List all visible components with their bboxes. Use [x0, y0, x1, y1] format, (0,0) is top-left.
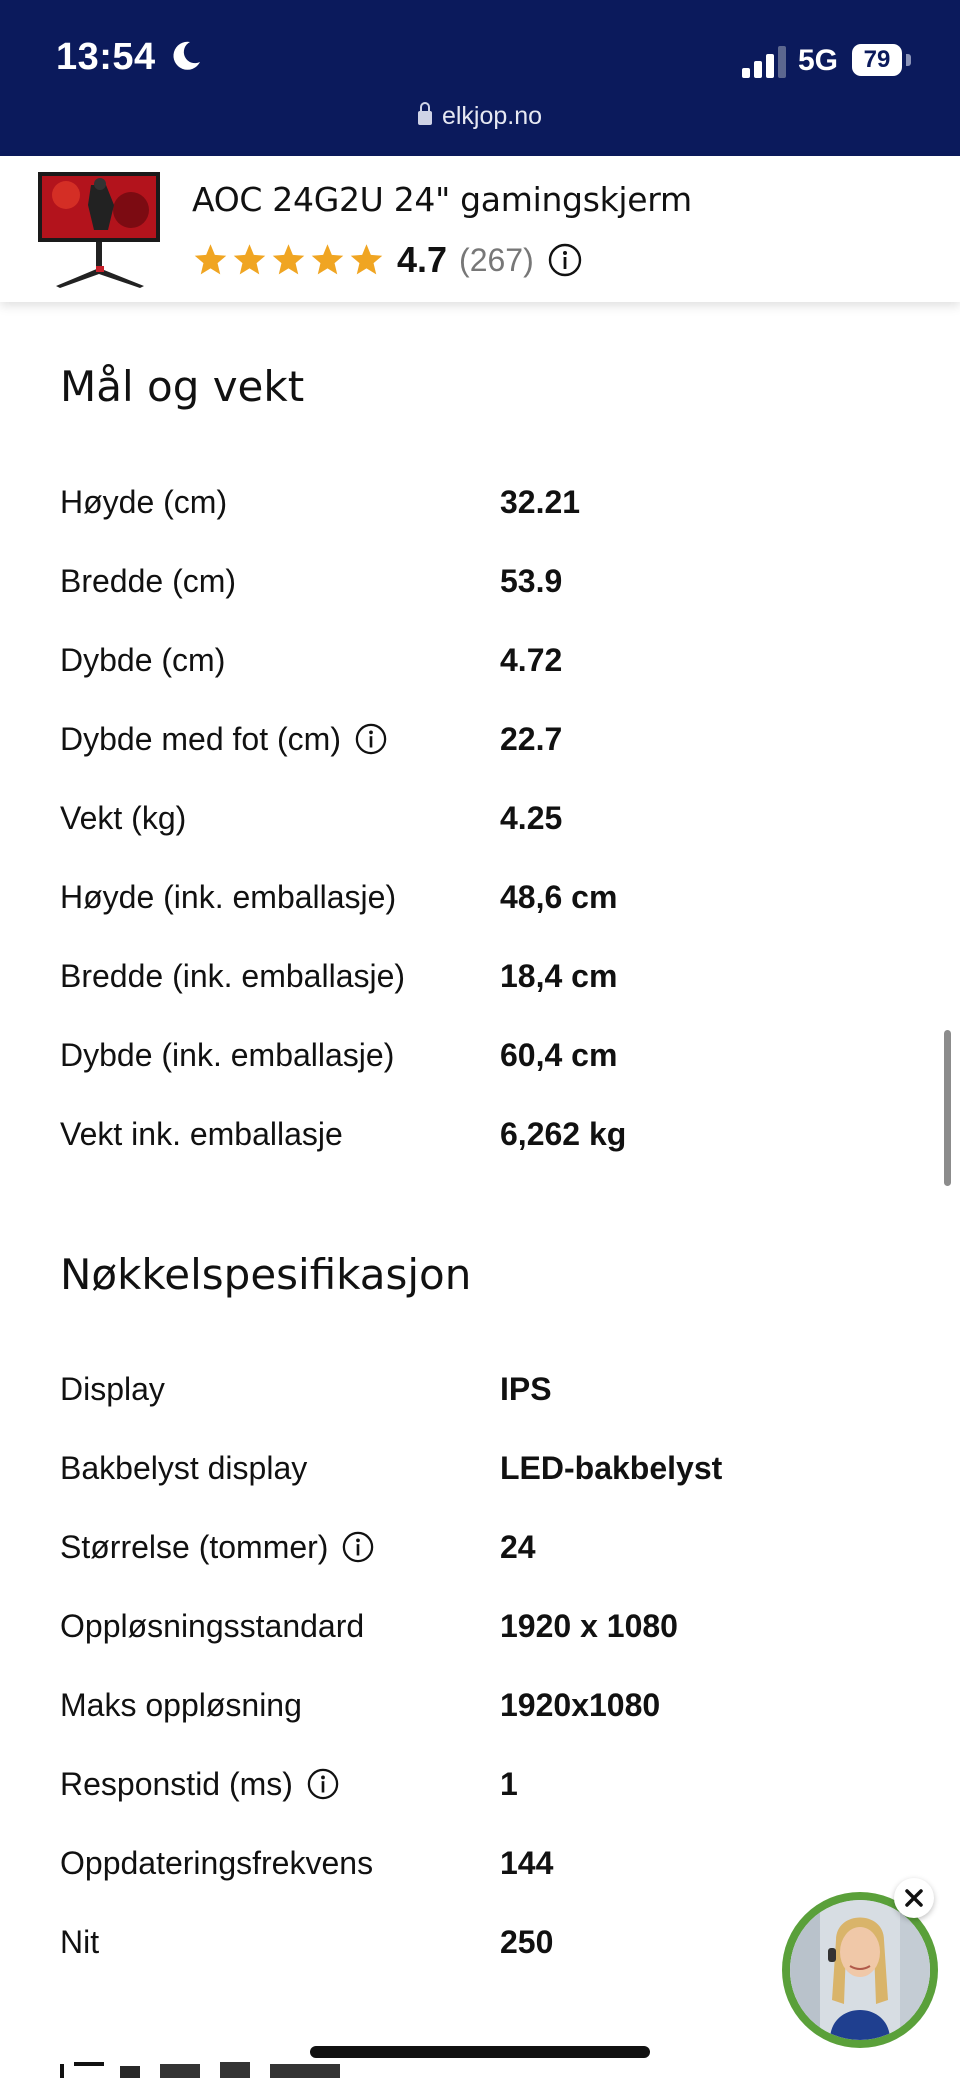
spec-value: 18,4 cm — [500, 957, 618, 994]
spec-label: Vekt ink. emballasje — [60, 1115, 343, 1152]
spec-label: Bredde (cm) — [60, 562, 237, 599]
rating-count[interactable]: (267) — [459, 241, 534, 278]
url-text: elkjop.no — [441, 102, 543, 130]
section-title-dimensions: Mål og vekt — [60, 362, 305, 411]
network-type: 5G — [798, 44, 839, 77]
rating-stars — [192, 242, 387, 278]
spec-label: Bakbelyst display — [60, 1449, 308, 1486]
url-bar[interactable] — [0, 102, 960, 131]
spec-value: 1920x1080 — [500, 1686, 661, 1723]
spec-label: Dybde (cm) — [60, 641, 226, 678]
chat-close-button[interactable] — [894, 1878, 934, 1918]
spec-value: 250 — [500, 1923, 554, 1960]
spec-label: Oppdateringsfrekvens — [60, 1844, 374, 1881]
info-icon[interactable] — [355, 723, 387, 755]
spec-value: 4.72 — [500, 641, 563, 678]
spec-label: Display — [60, 1370, 165, 1407]
spec-value: IPS — [500, 1370, 552, 1407]
rating-score: 4.7 — [397, 239, 448, 280]
spec-label-text: Responstid (ms) — [60, 1765, 293, 1802]
signal-icon — [742, 46, 788, 78]
star-icon — [270, 242, 307, 278]
battery-level: 79 — [863, 46, 891, 73]
spec-value: 4.25 — [500, 799, 563, 836]
spec-label: Bredde (ink. emballasje) — [60, 957, 406, 994]
star-icon — [192, 242, 229, 278]
battery-indicator — [852, 44, 912, 76]
product-title: AOC 24G2U 24" gamingskjerm — [192, 180, 692, 219]
section-title-key-specs: Nøkkelspesifikasjon — [60, 1250, 472, 1299]
spec-value: 6,262 kg — [500, 1115, 627, 1152]
spec-value: 32.21 — [500, 483, 581, 520]
star-icon — [348, 242, 385, 278]
spec-label: Høyde (cm) — [60, 483, 228, 520]
spec-label: Høyde (ink. emballasje) — [60, 878, 397, 915]
spec-label: Dybde (ink. emballasje) — [60, 1036, 395, 1073]
status-time: 13:54 — [56, 36, 156, 78]
spec-value: 1920 x 1080 — [500, 1607, 678, 1644]
spec-value: 22.7 — [500, 720, 563, 757]
spec-value: 60,4 cm — [500, 1036, 618, 1073]
product-sticky-header[interactable] — [0, 156, 960, 302]
spec-label-with-info — [60, 1766, 339, 1803]
scrollbar[interactable] — [944, 1030, 951, 1186]
spec-label-text: Dybde med fot (cm) — [60, 720, 341, 757]
star-icon — [309, 242, 346, 278]
spec-label: Vekt (kg) — [60, 799, 187, 836]
spec-value: 24 — [500, 1528, 536, 1565]
info-icon[interactable] — [307, 1768, 339, 1800]
star-icon — [231, 242, 268, 278]
spec-label: Oppløsningsstandard — [60, 1607, 365, 1644]
home-indicator[interactable] — [310, 2046, 650, 2058]
spec-label: Nit — [60, 1923, 100, 1960]
spec-label-with-info — [60, 1529, 374, 1566]
chat-avatar — [790, 1900, 930, 2040]
lock-icon — [418, 111, 432, 125]
spec-value: 53.9 — [500, 562, 563, 599]
spec-value: 144 — [500, 1844, 554, 1881]
product-rating[interactable] — [192, 238, 582, 282]
info-icon[interactable] — [548, 243, 582, 277]
close-icon — [894, 1878, 934, 1918]
spec-label-text: Størrelse (tommer) — [60, 1528, 329, 1565]
spec-value: 1 — [500, 1765, 518, 1802]
info-icon[interactable] — [342, 1531, 374, 1563]
spec-label: Maks oppløsning — [60, 1686, 302, 1723]
spec-value: LED-bakbelyst — [500, 1449, 723, 1486]
spec-value: 48,6 cm — [500, 878, 618, 915]
spec-label-with-info — [60, 721, 387, 758]
status-bar — [0, 0, 960, 156]
product-image — [36, 170, 166, 290]
moon-icon — [168, 38, 204, 74]
